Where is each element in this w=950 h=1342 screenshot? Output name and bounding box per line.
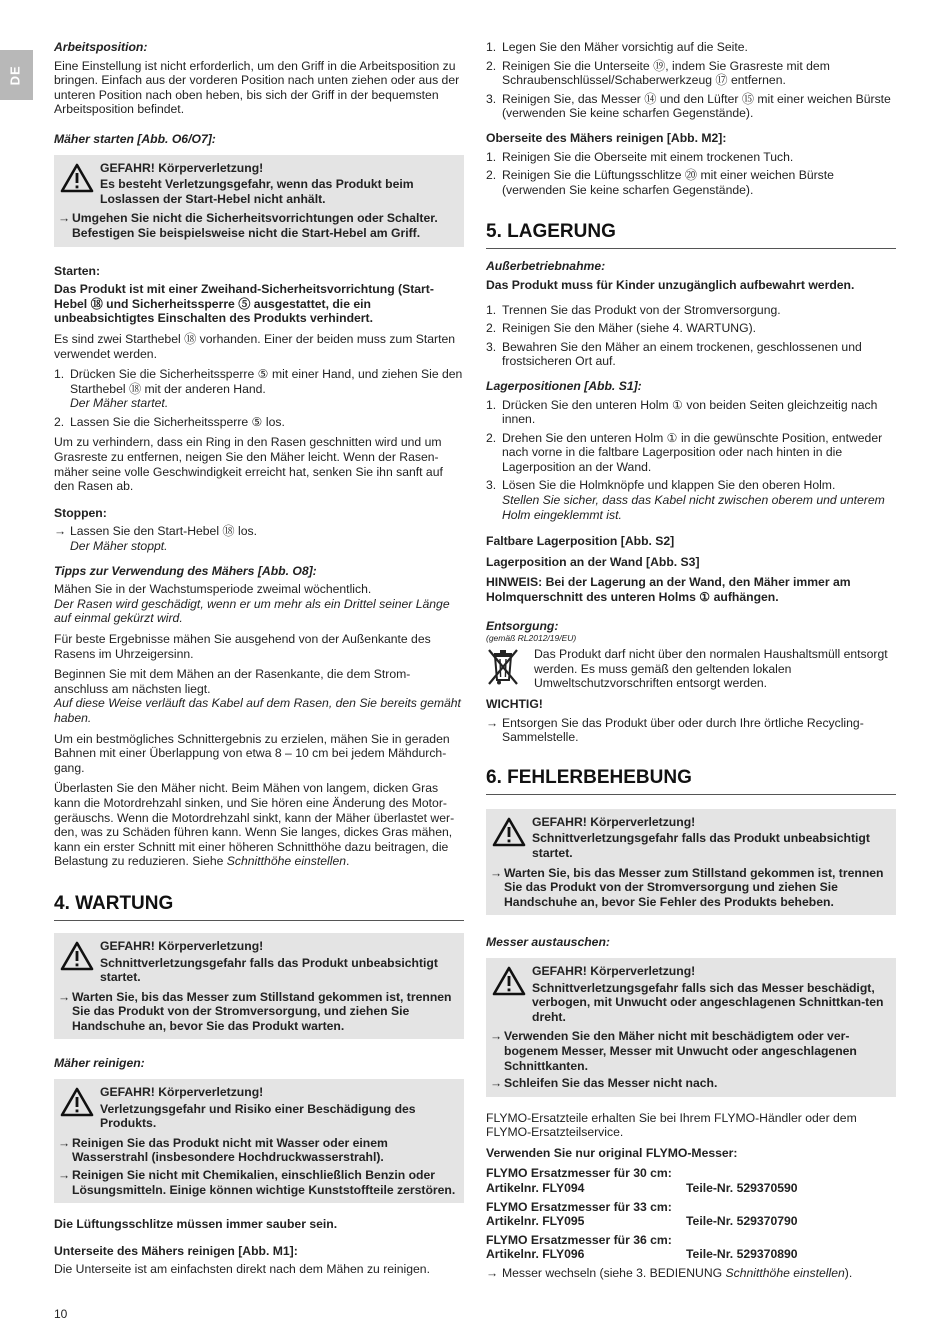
arrow-icon: →	[490, 1029, 503, 1044]
language-tab	[0, 50, 33, 100]
tipp-text: Beginnen Sie mit dem Mähen an der Rasenkante, die dem Strom-anschluss am nächsten liegt. Auf diese Weise verläuft das Kabel auf dem Rasen, den Sie bereits gemäht haben.	[54, 667, 461, 725]
list-item: 3. Lösen Sie die Holmknöpfe und klappen Sie den oberen Holm. Stellen Sie sicher, dass das Kabel nicht zwischen oberem und unterem Holm eingeklemmt ist.	[486, 478, 885, 522]
list-item: 1. Drücken Sie die Sicherheitssperre ⑤ mit einer Hand, und ziehen Sie den Starthebel ⑱ mit der anderen Hand. Der Mäher startet.	[54, 367, 463, 411]
warning-triangle-icon	[54, 939, 100, 987]
arrow-icon: →	[58, 1135, 71, 1150]
warning-triangle-icon	[486, 815, 532, 863]
hinweis-text: HINWEIS: Bei der Lagerung an der Wand, den Mäher immer am Holmquerschnitt des unteren Holms ① aufhängen.	[486, 575, 851, 605]
messer-austauschen-heading: Messer austauschen:	[486, 935, 610, 950]
right-column	[486, 40, 896, 1285]
oberseite-heading: Oberseite des Mähers reinigen [Abb. M2]:	[486, 130, 727, 145]
unterseite-steps	[486, 40, 896, 121]
list-item: 2. Reinigen Sie die Unterseite ⑲, indem Sie Grasreste mit dem Schraubenschlüssel/Schaberwerkzeug ⑰ entfernen.	[486, 58, 830, 88]
unterseite-text: Die Unterseite ist am einfachsten direkt nach dem Mähen zu reinigen.	[54, 1262, 430, 1277]
tipps-heading: Tipps zur Verwendung des Mähers [Abb. O8]:	[54, 563, 317, 578]
warning-arrow-item: → Schleifen Sie das Messer nicht nach.	[490, 1076, 718, 1091]
warning-title: GEFAHR! Körperverletzung!	[100, 160, 264, 175]
parts-list	[486, 1166, 896, 1262]
ring-text: Um zu verhindern, dass ein Ring in den Rasen geschnitten wird und um Grasreste zu entfernen, neigen Sie den Mäher leicht. Wenn der Rasen-mäher seine volle Geschwindigkeit erreicht hat, senken Sie ihn sanft auf den Rasen ab.	[54, 435, 443, 494]
arrow-icon: →	[58, 1168, 71, 1183]
lagerpositionen-heading: Lagerpositionen [Abb. S1]:	[486, 378, 642, 393]
part-entry: FLYMO Ersatzmesser für 30 cm: Artikelnr. FLY094 Teile-Nr. 529370590	[486, 1166, 798, 1196]
list-item: 1. Drücken Sie den unteren Holm ① von beiden Seiten gleichzeitig nach innen.	[486, 397, 878, 427]
tipp-text: Für beste Ergebnisse mähen Sie ausgehend von der Außenkante des Rasens im Uhrzeigersinn.	[54, 632, 431, 661]
warning-arrow-item: → Reinigen Sie das Produkt nicht mit Wasser oder einem Wasserstrahl (insbesondere Hochdruckwasserstrahl).	[58, 1135, 388, 1165]
list-item: 2. Reinigen Sie die Lüftungsschlitze ⑳ mit einer weichen Bürste (verwenden Sie keine scharfen Gegenstände).	[486, 168, 834, 197]
oberseite-steps	[486, 150, 896, 198]
ausserbetriebnahme-heading: Außerbetriebnahme:	[486, 259, 606, 274]
part-entry: FLYMO Ersatzmesser für 36 cm: Artikelnr. FLY096 Teile-Nr. 529370890	[486, 1232, 798, 1262]
section-title-wartung: 4. WARTUNG	[54, 893, 464, 921]
wichtig-heading: WICHTIG!	[486, 697, 543, 711]
faltbare-lagerposition: Faltbare Lagerposition [Abb. S2]	[486, 534, 675, 549]
starten-steps	[54, 367, 464, 429]
warning-triangle-icon	[54, 1085, 100, 1133]
warning-box-start-lever	[54, 155, 464, 247]
warning-arrow-item: → Warten Sie, bis das Messer zum Stillstand gekommen ist, trennen Sie das Produkt von der Stromversorgung, und ziehen Sie Handschuhe an, bevor Sie das Produkt warten.	[58, 989, 452, 1033]
warning-title: GEFAHR! Körperverletzung!	[100, 1085, 264, 1100]
arrow-icon: →	[486, 715, 499, 730]
list-item: 1. Legen Sie den Mäher vorsichtig auf die Seite.	[486, 40, 748, 54]
list-item: 2. Lassen Sie die Sicherheitssperre ⑤ los.	[54, 414, 285, 429]
tipp-text: Mähen Sie in der Wachstumsperiode zweimal wöchentlich. Der Rasen wird geschädigt, wenn er um mehr als ein Drittel seiner Länge auf einmal gekürzt wird.	[54, 582, 450, 626]
maeher-reinigen-heading: Mäher reinigen:	[54, 1056, 145, 1071]
flymo-text: FLYMO-Ersatzteile erhalten Sie bei Ihrem FLYMO-Händler oder dem FLYMO-Ersatzteilservice.	[486, 1110, 857, 1140]
entsorgung-heading: Entsorgung:	[486, 618, 559, 633]
warning-arrow-item: → Warten Sie, bis das Messer zum Stillstand gekommen ist, trennen Sie das Produkt von der Stromversorgung und ziehen Sie Handschuhe an, bevor Sie Fehler des Produkts beheben.	[490, 865, 884, 909]
messer-wechseln-arrow-item: → Messer wechseln (siehe 3. BEDIENUNG Schnitthöhe einstellen).	[486, 1266, 853, 1281]
warning-arrow-item: → Reinigen Sie nicht mit Chemikalien, einschließlich Benzin oder Lösungsmitteln. Einige können wichtige Kunststoffteile zerstören.	[58, 1168, 456, 1197]
warning-title: GEFAHR! Körperverletzung!	[532, 814, 696, 829]
list-item: 2. Reinigen Sie den Mäher (siehe 4. WARTUNG).	[486, 321, 757, 336]
lagerpositionen-steps	[486, 398, 896, 523]
starten-heading: Starten:	[54, 263, 101, 278]
arrow-icon: →	[486, 1266, 499, 1281]
warning-title: GEFAHR! Körperverletzung!	[532, 963, 696, 978]
section-title-fehlerbehebung: 6. FEHLERBEHEBUNG	[486, 767, 896, 795]
lueftung-bold-text: Die Lüftungsschlitze müssen immer sauber sein.	[54, 1217, 338, 1232]
list-item: 1. Reinigen Sie die Oberseite mit einem trockenen Tuch.	[486, 149, 794, 164]
warning-arrow-item: → Umgehen Sie nicht die Sicherheitsvorrichtungen oder Schalter. Befestigen Sie beispielsweise nicht die Start-Hebel am Griff.	[58, 211, 438, 240]
page-number: 10	[54, 1307, 68, 1321]
stoppen-arrow-item: → Lassen Sie den Start-Hebel ⑱ los. Der Mäher stoppt.	[54, 524, 257, 554]
left-column	[54, 40, 464, 1283]
list-item: 2. Drehen Sie den unteren Holm ① in die gewünschte Position, entweder nach vorne in die faltbare Lagerposition oder nach hinten in die Lagerposition an der Wand.	[486, 430, 883, 474]
entsorgung-block	[486, 647, 896, 691]
language-tab-label: DE	[8, 64, 24, 86]
tipp-text: Überlasten Sie den Mäher nicht. Beim Mähen von langem, dicken Gras kann die Motordrehzahl sinken, und Sie hören eine Änderung des Motor-geräuschs. Wenn die Motordrehzahl sinkt, kann der Mäher überlastet wer-den, was zu Schäden führen kann. Wenn Sie langes, dickes Gras mähen, kann ein erster Schnitt mit einer höheren Schnitthöhe dazu beitragen, die Belastung zu reduzieren. Siehe Schnitthöhe einstellen.	[54, 781, 455, 869]
warning-box-fehlerbehebung	[486, 809, 896, 916]
arrow-icon: →	[58, 989, 71, 1004]
warning-triangle-icon	[486, 964, 532, 1026]
warning-box-wartung	[54, 933, 464, 1040]
lagerposition-wand: Lagerposition an der Wand [Abb. S3]	[486, 554, 700, 569]
warning-title: GEFAHR! Körperverletzung!	[100, 938, 264, 953]
entsorgung-subtitle: (gemäß RL2012/19/EU)	[486, 633, 577, 644]
starten-text: Es sind zwei Starthebel ⑱ vorhanden. Einer der beiden muss zum Starten verwendet werden.	[54, 331, 456, 361]
unterseite-heading: Unterseite des Mähers reinigen [Abb. M1]:	[54, 1243, 298, 1258]
wichtig-arrow-item: → Entsorgen Sie das Produkt über oder durch Ihre örtliche Recycling-Sammelstelle.	[486, 715, 864, 745]
warning-line: Verletzungsgefahr und Risiko einer Beschädigung des Produkts.	[100, 1101, 416, 1131]
maeher-starten-heading: Mäher starten [Abb. O6/O7]:	[54, 131, 216, 146]
warning-line: Schnittverletzungsgefahr falls das Produkt unbeabsichtigt startet.	[532, 831, 870, 860]
list-item: 1. Trennen Sie das Produkt von der Stromversorgung.	[486, 302, 781, 317]
arrow-icon: →	[490, 865, 503, 880]
part-entry: FLYMO Ersatzmesser für 33 cm: Artikelnr. FLY095 Teile-Nr. 529370790	[486, 1199, 798, 1229]
warning-arrow-item: → Verwenden Sie den Mäher nicht mit beschädigtem oder ver-bogenem Messer, Messer mit Unwucht oder angeschlagenen Schnittkanten.	[490, 1029, 857, 1073]
section-title-lagerung: 5. LAGERUNG	[486, 221, 896, 249]
warning-line: Schnittverletzungsgefahr falls das Produkt unbeabsichtigt startet.	[100, 955, 438, 985]
ausserbetriebnahme-bold: Das Produkt muss für Kinder unzugänglich aufbewahrt werden.	[486, 277, 855, 292]
warning-box-reinigen	[54, 1079, 464, 1203]
stoppen-heading: Stoppen:	[54, 505, 107, 520]
list-item: 3. Bewahren Sie den Mäher an einem trockenen, geschlossenen und frostsicheren Ort auf.	[486, 339, 862, 369]
crossed-bin-icon	[486, 647, 534, 691]
arbeitsposition-heading: Arbeitsposition:	[54, 40, 148, 54]
tipp-text: Um ein bestmögliches Schnittergebnis zu erzielen, mähen Sie in geraden Bahnen mit einer Überlappung von etwa 8 – 10 cm bei jedem Mähdurch-gang.	[54, 731, 450, 775]
arrow-icon: →	[54, 524, 67, 539]
warning-line: Es besteht Verletzungsgefahr, wenn das Produkt beim Loslassen der Start-Hebel nicht anhält.	[100, 177, 414, 206]
warning-box-messer	[486, 958, 896, 1097]
arrow-icon: →	[490, 1076, 503, 1091]
verwenden-bold: Verwenden Sie nur original FLYMO-Messer:	[486, 1145, 738, 1160]
warning-triangle-icon	[54, 161, 100, 209]
list-item: 3. Reinigen Sie, das Messer ⑭ und den Lüfter ⑮ mit einer weichen Bürste (verwenden Sie keine scharfen Gegenstände).	[486, 91, 891, 121]
ausserbetriebnahme-steps	[486, 303, 896, 369]
arbeitsposition-text: Eine Einstellung ist nicht erforderlich, um den Griff in die Arbeitsposition zu bringen. Einfach aus der vorderen Position nach unten ziehen oder aus der unteren Position nach oben heben, bis sich der Griff in der bequemsten Arbeitsposition befindet.	[54, 58, 460, 117]
arrow-icon: →	[58, 211, 71, 226]
entsorgung-text: Das Produkt darf nicht über den normalen Haushaltsmüll entsorgt werden. Es muss gemäß den geltenden lokalen Umweltschutzvorschriften entsorgt werden.	[534, 647, 888, 691]
starten-bold-text: Das Produkt ist mit einer Zweihand-Sicherheitsvorrichtung (Start-Hebel ⑱ und Sicherheitssperre ⑤ ausgestattet, die ein unbeabsichtigtes Einschalten des Produkts verhindert.	[54, 282, 434, 326]
warning-line: Schnittverletzungsgefahr falls sich das Messer beschädigt, verbogen, mit Unwucht oder angeschlagenen Schnittkan-ten dreht.	[532, 980, 884, 1024]
